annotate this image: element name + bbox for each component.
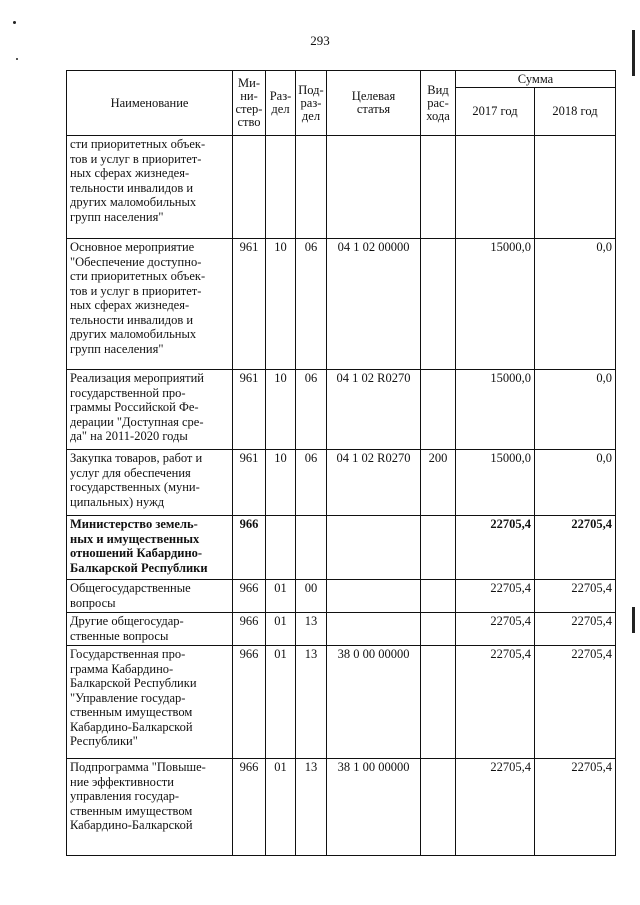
cell-section: 01 [266, 646, 296, 759]
cell-section: 10 [266, 370, 296, 450]
cell-ministry: 961 [233, 370, 266, 450]
cell-name [67, 370, 233, 450]
text-line: Раз- [269, 89, 292, 103]
text-line: да" на 2011-2020 годы [70, 429, 188, 443]
table-row [67, 759, 616, 856]
text-line: Общегосударственные [70, 581, 191, 595]
cell-ministry: 966 [233, 580, 266, 613]
text-line: Республики" [70, 734, 138, 748]
cell-target: 04 1 02 R0270 [327, 370, 421, 450]
header-target [327, 71, 421, 136]
cell-target: 38 0 00 00000 [327, 646, 421, 759]
cell-name [67, 450, 233, 516]
text-line: грамма Кабардино- [70, 661, 174, 676]
table-row [67, 646, 616, 759]
header-ministry-text [236, 76, 263, 129]
cell-ministry [233, 136, 266, 239]
cell-subsection: 06 [296, 239, 327, 370]
cell-ministry: 961 [233, 450, 266, 516]
cell-2018: 0,0 [535, 370, 616, 450]
header-target-text [352, 89, 395, 116]
text-line: Закупка товаров, работ и [70, 451, 203, 465]
text-line: хода [426, 108, 450, 123]
text-line: отношений Кабардино- [70, 546, 203, 560]
cell-2017 [456, 136, 535, 239]
text-line: Подпрограмма "Повыше- [70, 760, 206, 774]
text-line: Целевая [351, 89, 396, 103]
cell-expense-type [421, 516, 456, 580]
cell-ministry: 961 [233, 239, 266, 370]
cell-expense-type [421, 136, 456, 239]
cell-2018: 22705,4 [535, 646, 616, 759]
cell-ministry: 966 [233, 613, 266, 646]
cell-2017: 22705,4 [456, 580, 535, 613]
cell-subsection: 06 [296, 450, 327, 516]
table-row [67, 516, 616, 580]
cell-target: 04 1 02 R0270 [327, 450, 421, 516]
text-line: Ми- [238, 76, 260, 90]
cell-subsection: 13 [296, 646, 327, 759]
text-line: Основное мероприятие [70, 240, 195, 254]
table-row [67, 239, 616, 370]
text-line: ципальных) нужд [70, 494, 165, 509]
text-line: сти приоритетных объек- [70, 269, 206, 283]
cell-section: 01 [266, 580, 296, 613]
text-line: тельности инвалидов и [70, 312, 194, 327]
cell-2018: 0,0 [535, 239, 616, 370]
text-line: ственным имуществом [70, 803, 193, 818]
text-line: тов и услуг в приоритет- [70, 151, 202, 166]
cell-expense-type [421, 613, 456, 646]
cell-section: 01 [266, 759, 296, 856]
cell-name [67, 239, 233, 370]
cell-expense-type: 200 [421, 450, 456, 516]
cell-subsection: 06 [296, 370, 327, 450]
text-line: Под- [298, 82, 324, 97]
text-line: Министерство земель- [70, 517, 198, 531]
text-line: стер- [235, 102, 263, 116]
cell-subsection: 00 [296, 580, 327, 613]
text-line: раз- [300, 95, 322, 110]
cell-name [67, 516, 233, 580]
text-line: услуг для обеспечения [70, 465, 191, 480]
text-line: управления государ- [70, 789, 180, 803]
cell-expense-type [421, 759, 456, 856]
text-line: ство [237, 115, 261, 129]
cell-name [67, 646, 233, 759]
table-row [67, 580, 616, 613]
cell-target: 38 1 00 00000 [327, 759, 421, 856]
margin-rule [632, 607, 635, 633]
cell-subsection: 13 [296, 613, 327, 646]
text-line: ни- [240, 89, 258, 103]
text-line: других маломобильных [70, 327, 197, 341]
text-line: групп населения" [70, 209, 164, 224]
cell-subsection [296, 516, 327, 580]
header-expense-type [421, 71, 456, 136]
margin-rule [632, 30, 635, 76]
text-line: Балкарской Республики [70, 560, 208, 575]
cell-2017: 22705,4 [456, 759, 535, 856]
cell-2017: 15000,0 [456, 370, 535, 450]
text-line: дел [301, 108, 321, 123]
cell-subsection [296, 136, 327, 239]
text-line: Кабардино-Балкарской [70, 719, 193, 734]
text-line: Кабардино-Балкарской [70, 818, 193, 832]
cell-2017: 15000,0 [456, 450, 535, 516]
header-year-2017: 2017 год [456, 88, 535, 136]
table-row [67, 450, 616, 516]
text-line: Балкарской Республики [70, 676, 197, 690]
text-line: ных сферах жизнедея- [70, 298, 190, 312]
header-year-2018: 2018 год [535, 88, 616, 136]
text-line: Другие общегосудар- [70, 614, 184, 628]
header-section [266, 71, 296, 136]
cell-2017: 15000,0 [456, 239, 535, 370]
text-line: тельности инвалидов и [70, 180, 194, 195]
cell-2018 [535, 136, 616, 239]
text-line: дел [271, 102, 290, 116]
cell-section [266, 516, 296, 580]
margin-dot [16, 58, 18, 60]
text-line: ственные вопросы [70, 628, 169, 643]
cell-section [266, 136, 296, 239]
cell-2017: 22705,4 [456, 613, 535, 646]
table-row [67, 613, 616, 646]
text-line: ственным имуществом [70, 705, 193, 719]
text-line: рас- [427, 95, 449, 110]
text-line: других маломобильных [70, 195, 197, 209]
cell-subsection: 13 [296, 759, 327, 856]
text-line: государственных (муни- [70, 480, 200, 494]
cell-target [327, 580, 421, 613]
cell-ministry: 966 [233, 646, 266, 759]
budget-table [66, 70, 616, 856]
cell-name [67, 613, 233, 646]
margin-dot [13, 21, 16, 24]
cell-expense-type [421, 239, 456, 370]
header-subsection [296, 71, 327, 136]
cell-expense-type [421, 646, 456, 759]
cell-name [67, 580, 233, 613]
cell-name [67, 136, 233, 239]
cell-name [67, 759, 233, 856]
text-line: вопросы [70, 595, 116, 610]
text-line: дерации "Доступная сре- [70, 414, 204, 429]
page-number: 293 [310, 33, 330, 48]
cell-ministry: 966 [233, 516, 266, 580]
header-ministry [233, 71, 266, 136]
text-line: "Управление государ- [70, 690, 186, 705]
header-expense-type-text [426, 83, 450, 123]
text-line: граммы Российской Фе- [70, 400, 199, 414]
cell-section: 10 [266, 450, 296, 516]
cell-2018: 22705,4 [535, 580, 616, 613]
cell-2018: 22705,4 [535, 516, 616, 580]
table-body [67, 136, 616, 856]
text-line: ние эффективности [70, 774, 174, 789]
cell-2018: 22705,4 [535, 613, 616, 646]
cell-2018: 0,0 [535, 450, 616, 516]
text-line: ных сферах жизнедея- [70, 166, 190, 180]
cell-ministry: 966 [233, 759, 266, 856]
header-sum: Сумма [456, 71, 616, 88]
header-name: Наименование [67, 71, 233, 136]
table-row [67, 136, 616, 239]
text-line: тов и услуг в приоритет- [70, 283, 202, 298]
cell-2018: 22705,4 [535, 759, 616, 856]
cell-expense-type [421, 580, 456, 613]
text-line: сти приоритетных объек- [70, 137, 206, 151]
cell-target [327, 516, 421, 580]
text-line: Государственная про- [70, 647, 186, 661]
cell-section: 10 [266, 239, 296, 370]
table-row [67, 370, 616, 450]
text-line: ных и имущественных [70, 531, 200, 546]
header-section-text [270, 89, 292, 116]
text-line: государственной про- [70, 385, 186, 400]
header-subsection-text [298, 83, 323, 123]
text-line: Реализация мероприятий [70, 371, 204, 385]
cell-section: 01 [266, 613, 296, 646]
text-line: статья [356, 102, 391, 116]
cell-2017: 22705,4 [456, 516, 535, 580]
cell-target [327, 613, 421, 646]
cell-2017: 22705,4 [456, 646, 535, 759]
text-line: Вид [427, 82, 449, 97]
cell-target [327, 136, 421, 239]
text-line: "Обеспечение доступно- [70, 254, 202, 269]
cell-expense-type [421, 370, 456, 450]
text-line: групп населения" [70, 341, 164, 356]
cell-target: 04 1 02 00000 [327, 239, 421, 370]
